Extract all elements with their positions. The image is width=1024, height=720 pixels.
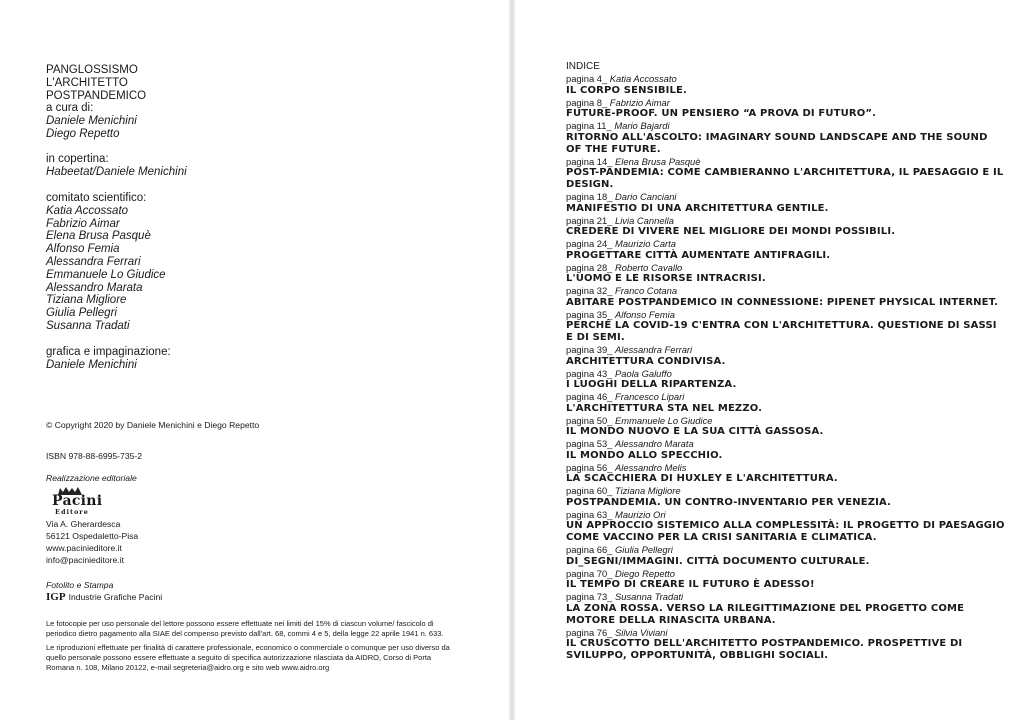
toc-entry <box>566 191 1006 215</box>
realizzazione-label: Realizzazione editoriale <box>46 473 137 483</box>
committee-member: Emmanuele Lo Giudice <box>46 268 166 281</box>
committee-member: Elena Brusa Pasquè <box>46 230 151 243</box>
graphics-label: grafica e impaginazione: <box>46 346 171 358</box>
toc-page-number: pagina 18_ <box>566 191 613 202</box>
committee-member: Alessandro Marata <box>46 281 143 294</box>
toc-title: CREDERE DI VIVERE NEL MIGLIORE DEI MONDI POSSIBILI. <box>566 226 896 237</box>
toc-page-line <box>566 73 1006 85</box>
toc-author: Alessandro Melis <box>615 461 687 473</box>
toc-author: Katia Accossato <box>609 73 677 84</box>
toc-author: Alessandro Marata <box>615 438 694 449</box>
toc-title: IL TEMPO DI CREARE IL FUTURO È ADESSO! <box>566 579 815 590</box>
publisher-logo-sub: Editore <box>55 508 89 516</box>
legal-paragraph: Le riproduzioni effettuate per finalità di carattere professionale, economico o commerciale o comunque per uso diverso da quello personale possono essere effettuate a seguito di specifica autorizzazione rilasciata da AIDRO, Corso di Porta Romana n. 108, Milano 20122, e-mail segreteria@aidro.org e sito web www.aidro.org <box>46 642 450 673</box>
publisher-email: info@pacinieditore.it <box>46 555 124 565</box>
cover-credit-block <box>46 153 187 179</box>
igp-mark: IGP <box>46 591 66 603</box>
toc-author: Giulia Pellegri <box>615 544 673 555</box>
toc-page-line <box>566 309 1006 321</box>
colophon-page <box>0 0 509 720</box>
toc-page-number: pagina 24_ <box>566 238 613 249</box>
toc-page-line <box>566 591 1006 603</box>
toc-author: Emmanuele Lo Giudice <box>615 414 713 426</box>
toc-page-number: pagina 43_ <box>566 367 613 379</box>
publisher-logo <box>52 486 103 516</box>
toc-title: IL MONDO NUOVO E LA SUA CITTÀ GASSOSA. <box>566 426 824 437</box>
toc-page-line <box>566 344 1006 356</box>
printer-credit <box>46 591 162 603</box>
toc-page-line <box>566 262 1006 274</box>
toc-title: IL CRUSCOTTO DELL'ARCHITETTO POSTPANDEMICO. PROSPETTIVE DI SVILUPPO, OPPORTUNITÀ, OBBLIGHI SOCIALI. <box>566 638 963 661</box>
toc-title: DI_SEGNI/IMMAGINI. CITTÀ DOCUMENTO CULTURALE. <box>566 555 870 567</box>
toc-page-line <box>566 97 1006 109</box>
toc-page-number: pagina 8_ <box>566 96 608 108</box>
committee-member: Alessandra Ferrari <box>46 255 141 268</box>
graphics-credit: Daniele Menichini <box>46 358 137 371</box>
curated-label: a cura di: <box>46 102 94 115</box>
toc-author: Silvia Viviani <box>615 626 668 638</box>
committee-member: Giulia Pellegri <box>46 307 117 320</box>
toc-title: ABITARE POSTPANDEMICO IN CONNESSIONE: PIPENET PHYSICAL INTERNET. <box>566 296 999 308</box>
toc-page-line <box>566 627 1006 639</box>
toc-author: Franco Cotana <box>615 285 678 296</box>
toc-page-number: pagina 50_ <box>566 414 613 426</box>
toc-author: Susanna Tradati <box>615 591 684 602</box>
toc-page-number: pagina 63_ <box>566 508 613 520</box>
toc-page-number: pagina 76_ <box>566 626 613 638</box>
toc-page-number: pagina 35_ <box>566 308 613 320</box>
toc-page-line <box>566 191 1006 203</box>
toc-author: Tiziana Migliore <box>615 485 681 496</box>
toc-title: PROGETTARE CITTÀ AUMENTATE ANTIFRAGILI. <box>566 249 831 261</box>
copyright-notice: © Copyright 2020 by Daniele Menichini e Diego Repetto <box>46 420 260 430</box>
toc-page-number: pagina 11_ <box>566 120 612 131</box>
toc-page-number: pagina 4_ <box>566 73 608 84</box>
toc-page-line <box>566 462 1006 474</box>
toc-page-number: pagina 73_ <box>566 591 613 602</box>
toc-title: POSTPANDEMIA. UN CONTRO-INVENTARIO PER VENEZIA. <box>566 496 891 508</box>
committee-label: comitato scientifico: <box>46 192 147 204</box>
toc-author: Dario Canciani <box>615 191 677 202</box>
toc-entry <box>566 415 1006 439</box>
toc-page-line <box>566 120 1006 132</box>
toc-page-line <box>566 509 1006 521</box>
title-line-2: L'ARCHITETTO <box>46 76 128 89</box>
toc-author: Roberto Cavallo <box>615 261 683 273</box>
legal-paragraph: Le fotocopie per uso personale del lettore possono essere effettuate nei limiti del 15% di ciascun volume/ fascicolo di periodico dietro pagamento alla SIAE del compenso previsto dall'art. 68, commi 4 e 5, della legge 22 aprile 1941 n. 633. <box>46 619 444 639</box>
toc-page-line <box>566 285 1006 297</box>
toc-entry <box>566 568 1006 592</box>
title-line-1: PANGLOSSISMO <box>46 64 138 76</box>
toc-entry <box>566 344 1006 368</box>
toc-title: IL MONDO ALLO SPECCHIO. <box>566 449 723 461</box>
toc-page-line <box>566 238 1006 250</box>
toc-entry <box>566 262 1006 286</box>
toc-title: UN APPROCCIO SISTEMICO ALLA COMPLESSITÀ: IL PROGETTO DI PAESAGGIO COME VACCINO PER LA CRISI SANITARIA E CLIMATICA. <box>566 520 1005 543</box>
cover-label: in copertina: <box>46 153 109 165</box>
toc-entry <box>566 309 1006 345</box>
toc-page-number: pagina 56_ <box>566 461 613 473</box>
toc-author: Fabrizio Aimar <box>609 96 670 108</box>
address-line: 56121 Ospedaletto-Pisa <box>46 531 139 541</box>
cover-credit: Habeetat/Daniele Menichini <box>46 165 187 178</box>
toc-page-number: pagina 46_ <box>566 391 613 402</box>
toc-page-line <box>566 391 1006 403</box>
toc-page-number: pagina 14_ <box>566 155 613 167</box>
title-line-3: POSTPANDEMICO <box>46 89 147 102</box>
publisher-website: www.pacinieditore.it <box>46 543 122 553</box>
toc-page-line <box>566 485 1006 497</box>
curator-1: Daniele Menichini <box>46 115 137 128</box>
toc-entry <box>566 438 1006 462</box>
table-of-contents <box>566 61 1006 662</box>
toc-page-line <box>566 156 1006 168</box>
curator-2: Diego Repetto <box>46 127 120 140</box>
committee-block <box>46 192 166 333</box>
toc-author: Elena Brusa Pasquè <box>615 155 701 167</box>
toc-title: LA ZONA ROSSA. VERSO LA RILEGITTIMAZIONE DEL PROGETTO COME MOTORE DELLA RINASCITA URBANA. <box>566 602 965 626</box>
toc-page-line <box>566 215 1006 227</box>
toc-title: ARCHITETTURA CONDIVISA. <box>566 355 726 367</box>
toc-page-number: pagina 39_ <box>566 344 613 355</box>
toc-author: Paola Galuffo <box>615 367 672 379</box>
toc-author: Alfonso Femia <box>615 308 675 320</box>
toc-title: L'UOMO E LE RISORSE INTRACRISI. <box>566 273 766 284</box>
toc-page-number: pagina 53_ <box>566 438 613 449</box>
publisher-logo-name: Pacini <box>52 493 103 509</box>
committee-member: Tiziana Migliore <box>46 294 127 307</box>
index-page <box>515 0 1024 720</box>
toc-title: RITORNO ALL'ASCOLTO: IMAGINARY SOUND LANDSCAPE AND THE SOUND OF THE FUTURE. <box>566 131 988 155</box>
toc-entry <box>566 156 1006 192</box>
toc-page-line <box>566 415 1006 427</box>
toc-author: Mario Bajardi <box>614 120 670 131</box>
toc-title: POST-PANDEMIA: COME CAMBIERANNO L'ARCHITETTURA, IL PAESAGGIO E IL DESIGN. <box>566 167 1004 190</box>
toc-entry <box>566 591 1006 627</box>
toc-author: Francesco Lipari <box>615 391 685 402</box>
toc-entry <box>566 544 1006 568</box>
toc-entry <box>566 462 1006 486</box>
toc-title: I LUOGHI DELLA RIPARTENZA. <box>566 379 737 390</box>
toc-page-line <box>566 368 1006 380</box>
fotolito-label: Fotolito e Stampa <box>46 580 114 590</box>
toc-entry <box>566 509 1006 545</box>
toc-page-number: pagina 28_ <box>566 261 613 273</box>
toc-title: IL CORPO SENSIBILE. <box>566 84 687 96</box>
committee-member: Katia Accossato <box>46 204 129 217</box>
address-line: Via A. Gherardesca <box>46 519 121 529</box>
committee-member: Fabrizio Aimar <box>46 217 120 230</box>
index-heading: INDICE <box>566 61 600 72</box>
isbn: ISBN 978-88-6995-735-2 <box>46 451 143 461</box>
toc-page-line <box>566 568 1006 580</box>
book-title <box>46 64 146 141</box>
toc-title: LA SCACCHIERA DI HUXLEY E L'ARCHITETTURA. <box>566 473 838 484</box>
toc-page-number: pagina 66_ <box>566 544 613 555</box>
toc-entry <box>566 120 1006 156</box>
toc-title: PERCHÉ LA COVID-19 C'ENTRA CON L'ARCHITETTURA. QUESTIONE DI SASSI E DI SEMI. <box>566 320 997 343</box>
toc-entry <box>566 485 1006 509</box>
toc-author: Livia Cannella <box>615 214 674 226</box>
toc-page-number: pagina 60_ <box>566 485 613 496</box>
toc-list <box>566 73 1006 662</box>
toc-entry <box>566 627 1006 663</box>
toc-entry <box>566 285 1006 309</box>
toc-page-number: pagina 70_ <box>566 567 613 579</box>
toc-entry <box>566 73 1006 97</box>
toc-entry <box>566 391 1006 415</box>
toc-author: Maurizio Ori <box>615 508 666 520</box>
toc-author: Maurizio Carta <box>615 238 676 249</box>
committee-member: Susanna Tradati <box>46 319 130 332</box>
toc-title: MANIFESTIO DI UNA ARCHITETTURA GENTILE. <box>566 202 829 214</box>
publisher-address <box>46 518 138 566</box>
printer-name: Industrie Grafiche Pacini <box>68 592 163 602</box>
toc-page-number: pagina 32_ <box>566 285 613 296</box>
graphics-block <box>46 346 171 372</box>
toc-title: L'ARCHITETTURA STA NEL MEZZO. <box>566 402 763 414</box>
committee-member: Alfonso Femia <box>46 243 120 256</box>
toc-author: Alessandra Ferrari <box>615 344 693 355</box>
toc-page-line <box>566 544 1006 556</box>
toc-title: FUTURE-PROOF. UN PENSIERO “A PROVA DI FUTURO”. <box>566 108 877 119</box>
toc-entry <box>566 215 1006 239</box>
toc-page-line <box>566 438 1006 450</box>
toc-entry <box>566 368 1006 392</box>
toc-entry <box>566 238 1006 262</box>
legal-notice <box>46 619 458 676</box>
toc-page-number: pagina 21_ <box>566 214 613 226</box>
toc-entry <box>566 97 1006 121</box>
toc-author: Diego Repetto <box>615 567 675 579</box>
